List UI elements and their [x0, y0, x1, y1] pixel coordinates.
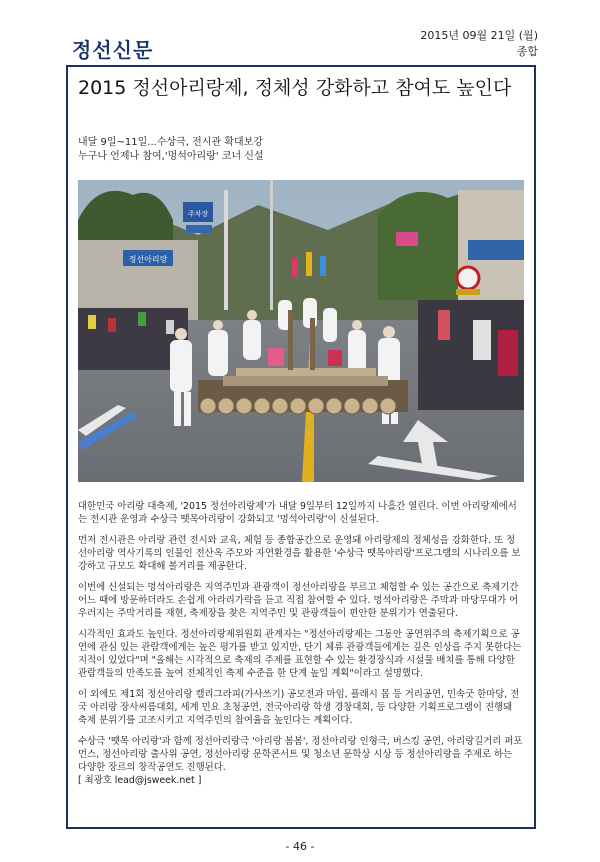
paragraph-2: 먼저 전시관은 아리랑 관련 전시와 교육, 체험 등 종합공간으로 운영돼 아리랑제의 정체성을 강화한다. 또 정선아리랑 역사기록의 인물인 전산옥 주모와 자연환경을 활용한 '수상극 뗏목아리랑'프로그램의 시나리오를 보강하고 규모도 확대해 볼거리를 제공한다. [78, 535, 521, 572]
subhead [78, 136, 528, 164]
paragraph-6: 수상극 '뗏목 아리랑'과 함께 정선아리랑극 '아리랑 봄봄', 정선아리랑 인형극, 버스킹 공연, 아리랑길거리 퍼포먼스, 정선아리랑 출사위 공연, 정선아리랑 문학콘서트 및 청소년 문학상 시상 등 정선아리랑을 주제로 하는 다양한 장르의 창작공연도 진행된다. [78, 736, 523, 773]
subhead-line-2: 누구나 언제나 참여,'멍석아리랑' 코너 신설 [78, 151, 264, 162]
byline: [ 최광호 lead@jsweek.net ] [78, 775, 202, 786]
no-uturn-sign-icon [457, 267, 479, 289]
paragraph-1: 대한민국 아리랑 대축제, '2015 정선아리랑제'가 내달 9일부터 12일까지 나흘간 열린다. 이번 아리랑제에서는 전시관 운영과 수상극 뗏목아리랑이 강화되고 '멍석아리랑'이 신설된다. [78, 501, 517, 525]
festival-photo-illustration [78, 180, 524, 482]
subhead-line-1: 내달 9일~11일...수상극, 전시관 확대보강 [78, 137, 263, 148]
issue-meta [420, 28, 538, 60]
paragraph-3: 이번에 신설되는 멍석아리랑은 지역주민과 관광객이 정선아리랑을 부르고 체험할 수 있는 공간으로 축제기간 어느 때에 방문하더라도 손쉽게 아라리가락을 듣고 직접 참여할 수 있다. 멍석아리랑은 주막과 마당무대가 어우러지는 주막거리를 재현, 축제장을 찾은 지역주민 및 관광객들이 편안한 분위기가 연출된다. [78, 582, 519, 619]
headline: 2015 정선아리랑제, 정체성 강화하고 참여도 높인다 [78, 77, 512, 99]
sign-parking-text: 주차장 [187, 210, 209, 218]
sign-arirang-text: 정선아리랑 [128, 255, 168, 264]
issue-date: 2015년 09월 21일 (월) [420, 29, 538, 42]
paragraph-4: 시각적인 효과도 높인다. 정선아리랑제위원회 관계자는 "정선아리랑제는 그동안 공연위주의 축제기획으로 공연에 관심 있는 관람객에게는 높은 평가를 받고 있지만, 단기 체류 관광객들에게는 깊은 인상을 주지 못한다는 지적이 있었다"며 "올해는 시각적으로 축제의 주제를 표현할 수 있는 환경장식과 시설물 배치를 통해 다양한 관람객들의 만족도를 높여 전체적인 축제 수준을 한 단계 높일 계획"이라고 설명했다. [78, 629, 522, 679]
masthead: 정선신문 [72, 38, 154, 62]
festival-photo [78, 180, 524, 482]
page-number: - 46 - [285, 840, 315, 853]
section-label: 종합 [516, 45, 538, 58]
article-body [78, 500, 524, 795]
paragraph-5: 이 외에도 제1회 정선아리랑 캘리그라피(가사쓰기) 공모전과 마임, 플래시 몹 등 거리공연, 민속굿 한마당, 전국 아리랑 장사씨름대회, 세계 민요 초청공연, 전국아리랑 학생 경창대회, 등 다양한 기획프로그램이 진행돼 축제 분위기를 고조시키고 지역주민의 참여율을 높인다는 계획이다. [78, 689, 520, 726]
